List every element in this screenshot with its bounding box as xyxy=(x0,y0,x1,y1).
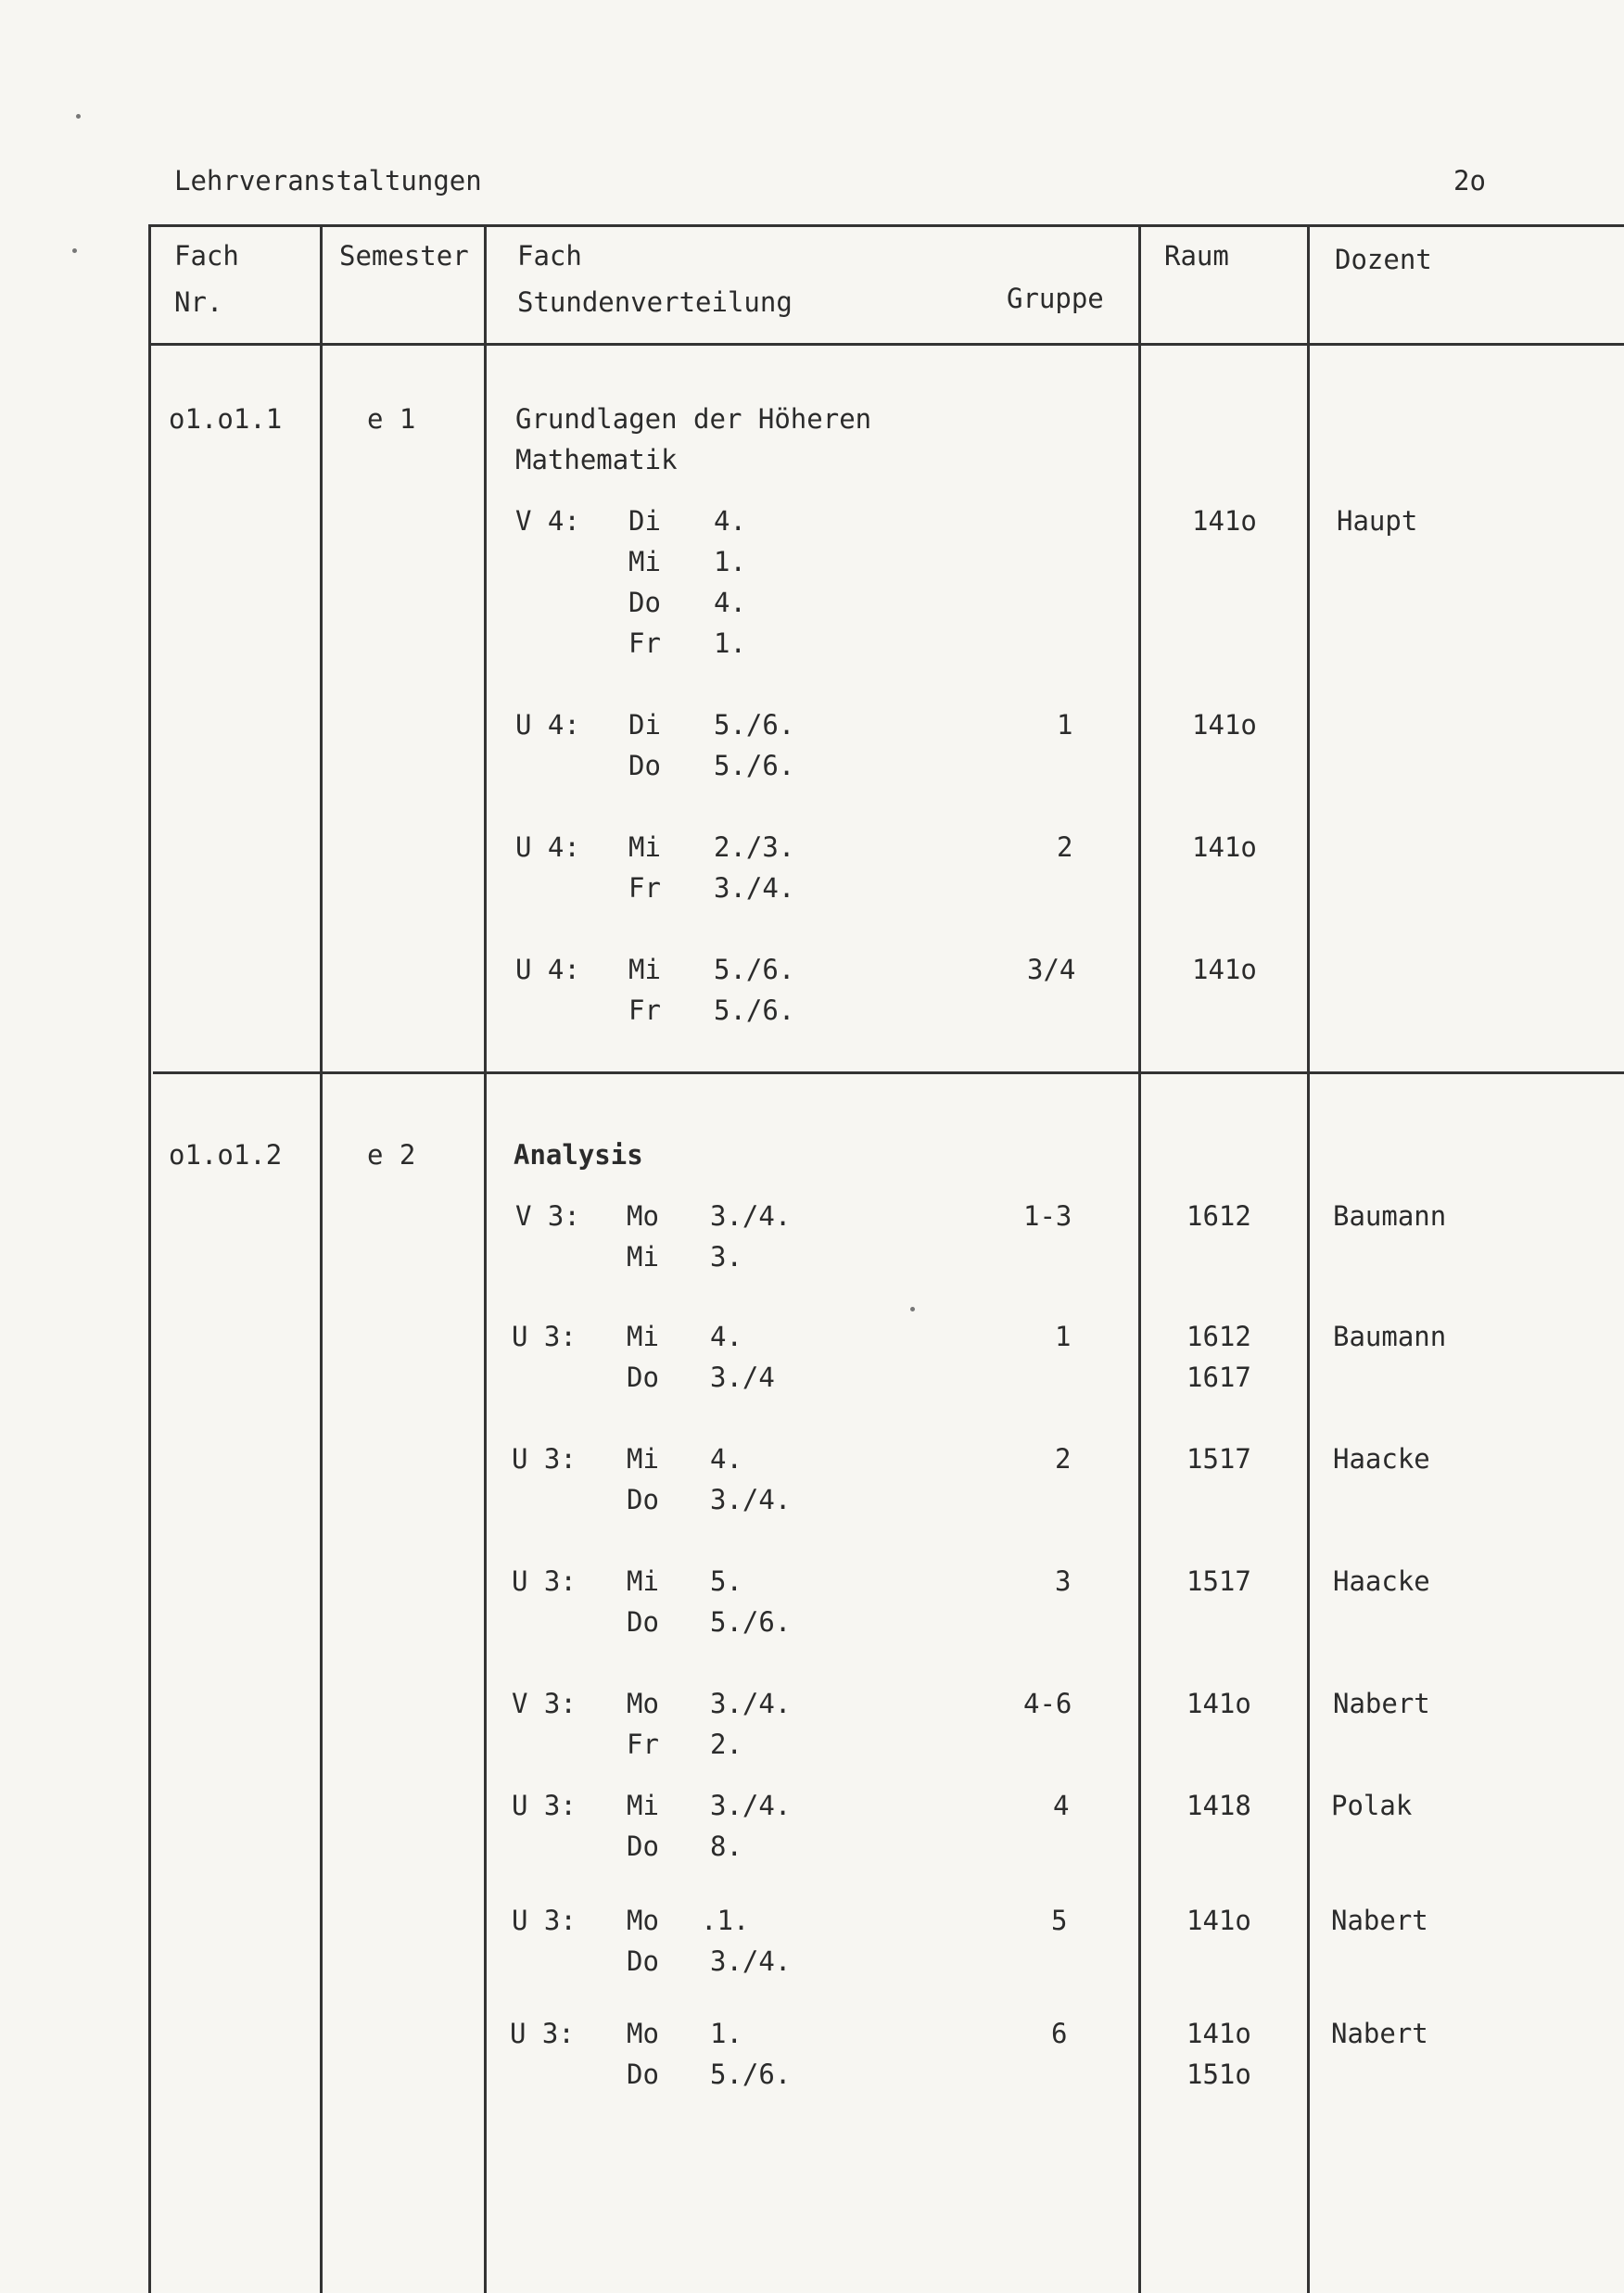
session-hour: 2. xyxy=(710,1729,742,1760)
table-top-border xyxy=(148,224,1624,227)
session-lecturer: Baumann xyxy=(1333,1200,1447,1232)
session-room: 141o xyxy=(1186,1905,1251,1936)
session-day: Fr xyxy=(628,872,661,904)
session-day: Mi xyxy=(627,1565,659,1597)
session-hour: 8. xyxy=(710,1831,742,1862)
col-border-dozent xyxy=(1307,224,1310,2293)
session-lecturer: Polak xyxy=(1331,1790,1413,1821)
session-group: 1-3 xyxy=(1023,1200,1072,1232)
session-hour: 5./6. xyxy=(714,994,795,1026)
col-header-dozent: Dozent xyxy=(1335,244,1432,275)
session-lecturer: Nabert xyxy=(1333,1688,1430,1719)
session-type: U 3: xyxy=(512,1565,577,1597)
session-room: 151o xyxy=(1186,2059,1251,2090)
session-hour: 4. xyxy=(714,505,746,537)
session-day: Mi xyxy=(628,546,661,577)
session-lecturer: Nabert xyxy=(1331,1905,1428,1936)
session-type: U 4: xyxy=(515,831,580,863)
session-type: U 3: xyxy=(512,1790,577,1821)
session-group: 3 xyxy=(1055,1565,1072,1597)
session-day: Mo xyxy=(627,1688,659,1719)
session-day: Mi xyxy=(627,1790,659,1821)
session-room: 141o xyxy=(1192,709,1257,741)
course-title: Mathematik xyxy=(515,444,678,475)
session-hour: 1. xyxy=(710,2018,742,2049)
col-header-stundenverteilung: Stundenverteilung xyxy=(517,286,793,318)
session-room: 1612 xyxy=(1186,1200,1251,1232)
session-hour: 2./3. xyxy=(714,831,795,863)
session-lecturer: Haacke xyxy=(1333,1565,1430,1597)
scan-speck xyxy=(72,248,77,253)
course-divider xyxy=(153,1071,1624,1074)
col-border-left xyxy=(148,224,151,2293)
session-room: 141o xyxy=(1192,954,1257,985)
session-day: Di xyxy=(628,505,661,537)
session-hour: 3./4. xyxy=(710,1688,792,1719)
session-group: 3/4 xyxy=(1027,954,1076,985)
session-day: Do xyxy=(627,1362,659,1393)
session-hour: 3./4. xyxy=(710,1945,792,1977)
session-day: Mo xyxy=(627,1200,659,1232)
session-hour: 3./4. xyxy=(710,1200,792,1232)
session-hour: 3./4. xyxy=(710,1484,792,1515)
session-type: V 3: xyxy=(515,1200,580,1232)
session-group: 1 xyxy=(1055,1321,1072,1352)
col-header-semester: Semester xyxy=(339,240,469,272)
scan-speck xyxy=(76,114,81,119)
session-day: Do xyxy=(627,1831,659,1862)
session-group: 5 xyxy=(1051,1905,1068,1936)
col-header-fach-nr-1: Fach xyxy=(174,240,239,272)
session-hour: 5. xyxy=(710,1565,742,1597)
col-border-fach xyxy=(484,224,487,2293)
scan-speck xyxy=(910,1307,915,1311)
session-type: V 3: xyxy=(512,1688,577,1719)
session-day: Do xyxy=(628,750,661,781)
session-day: Do xyxy=(627,1606,659,1638)
session-hour: 4. xyxy=(714,587,746,618)
session-hour: 3./4 xyxy=(710,1362,775,1393)
session-day: Do xyxy=(628,587,661,618)
session-day: Di xyxy=(628,709,661,741)
session-type: U 3: xyxy=(510,2018,575,2049)
session-lecturer: Nabert xyxy=(1331,2018,1428,2049)
session-type: U 4: xyxy=(515,709,580,741)
session-lecturer: Haupt xyxy=(1337,505,1418,537)
session-day: Mi xyxy=(627,1241,659,1273)
col-header-gruppe: Gruppe xyxy=(1007,283,1104,314)
col-header-fach-nr-2: Nr. xyxy=(174,286,223,318)
session-room: 141o xyxy=(1192,831,1257,863)
session-day: Do xyxy=(627,1484,659,1515)
session-group: 2 xyxy=(1055,1443,1072,1475)
session-hour: .1. xyxy=(701,1905,750,1936)
session-day: Fr xyxy=(627,1729,659,1760)
session-day: Mi xyxy=(628,831,661,863)
session-hour: 5./6. xyxy=(710,1606,792,1638)
session-hour: 5./6. xyxy=(710,2059,792,2090)
session-room: 1418 xyxy=(1186,1790,1251,1821)
session-room: 1517 xyxy=(1186,1443,1251,1475)
session-hour: 3./4. xyxy=(714,872,795,904)
col-border-semester xyxy=(320,224,323,2293)
page-number: 2o xyxy=(1453,165,1486,196)
session-hour: 5./6. xyxy=(714,954,795,985)
course-title: Grundlagen der Höheren xyxy=(515,403,872,435)
header-bottom-border xyxy=(148,343,1624,346)
session-room: 141o xyxy=(1186,2018,1251,2049)
course-title: Analysis xyxy=(514,1139,643,1171)
session-day: Do xyxy=(627,2059,659,2090)
session-type: U 3: xyxy=(512,1905,577,1936)
session-hour: 3./4. xyxy=(710,1790,792,1821)
session-day: Mi xyxy=(628,954,661,985)
col-header-raum: Raum xyxy=(1164,240,1229,272)
session-day: Mi xyxy=(627,1443,659,1475)
session-type: V 4: xyxy=(515,505,580,537)
session-lecturer: Haacke xyxy=(1333,1443,1430,1475)
session-hour: 5./6. xyxy=(714,750,795,781)
session-type: U 3: xyxy=(512,1321,577,1352)
course-semester: e 1 xyxy=(367,403,416,435)
session-day: Mo xyxy=(627,2018,659,2049)
session-hour: 1. xyxy=(714,627,746,659)
session-group: 6 xyxy=(1051,2018,1068,2049)
course-nr: o1.o1.2 xyxy=(169,1139,283,1171)
session-group: 1 xyxy=(1057,709,1073,741)
session-hour: 1. xyxy=(714,546,746,577)
session-hour: 4. xyxy=(710,1443,742,1475)
session-lecturer: Baumann xyxy=(1333,1321,1447,1352)
course-nr: o1.o1.1 xyxy=(169,403,283,435)
session-day: Fr xyxy=(628,994,661,1026)
session-day: Mo xyxy=(627,1905,659,1936)
session-room: 141o xyxy=(1186,1688,1251,1719)
session-room: 141o xyxy=(1192,505,1257,537)
session-type: U 3: xyxy=(512,1443,577,1475)
session-day: Fr xyxy=(628,627,661,659)
session-group: 2 xyxy=(1057,831,1073,863)
session-day: Do xyxy=(627,1945,659,1977)
session-type: U 4: xyxy=(515,954,580,985)
session-group: 4-6 xyxy=(1023,1688,1072,1719)
col-header-fach: Fach xyxy=(517,240,582,272)
session-day: Mi xyxy=(627,1321,659,1352)
session-room: 1517 xyxy=(1186,1565,1251,1597)
session-group: 4 xyxy=(1053,1790,1070,1821)
session-room: 1617 xyxy=(1186,1362,1251,1393)
course-semester: e 2 xyxy=(367,1139,416,1171)
page-title: Lehrveranstaltungen xyxy=(174,165,482,196)
session-hour: 3. xyxy=(710,1241,742,1273)
session-hour: 5./6. xyxy=(714,709,795,741)
session-hour: 4. xyxy=(710,1321,742,1352)
session-room: 1612 xyxy=(1186,1321,1251,1352)
col-border-raum xyxy=(1138,224,1141,2293)
